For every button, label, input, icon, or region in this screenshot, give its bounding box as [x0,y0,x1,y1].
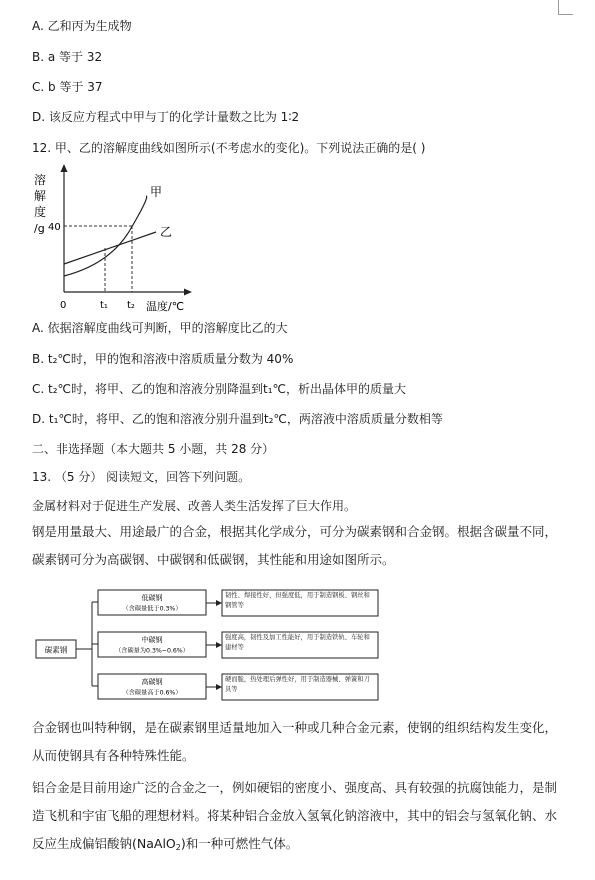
high-carbon-use-wrap [225,675,375,700]
q12-stem: 12. 甲、乙的溶解度曲线如图所示(不考虑水的变化)。下列说法正确的是( ) [32,141,426,155]
low-carbon-name: 低碳钢 [141,594,163,602]
label-yi: 乙 [160,225,173,239]
curve-yi [64,232,156,264]
q11-option-d: D. 该反应方程式中甲与丁的化学计量数之比为 1∶2 [32,110,300,124]
q11-option-c: C. b 等于 37 [32,80,103,94]
y-tick-40: 40 [48,222,61,233]
q13-stem: 13. （5 分） 阅读短文，回答下列问题。 [32,470,251,484]
section-heading: 二、非选择题（本大题共 5 小题，共 28 分） [32,442,275,456]
mid-carbon-use-wrap [225,633,375,658]
high-carbon-use: 硬而脆，热处理后弹性好，用于制造器械、弹簧和刀具等 [225,676,370,693]
mid-carbon-use: 强度高，韧性及加工性能好，用于制造铁轨、车轮和建材等 [225,634,370,651]
t2-label: t₂ [127,300,135,311]
page-corner-mark [558,0,573,15]
high-carbon-content: （含碳量高于0.6%） [122,689,182,697]
q13-paragraph-4-main: 铝合金是目前用途广泛的合金之一，例如硬铝的密度小、强度高、具有较强的抗腐蚀能力，是制造飞机和宇宙飞船的理想材料。将某种铝合金放入氢氧化钠溶液中，其中的铝会与氢氧化钠、水反应生成偏铝酸钠(NaAlO [32,780,558,851]
low-carbon-content: （含碳量低于0.3%） [122,605,182,613]
q12-option-d: D. t₁℃时，将甲、乙的饱和溶液分别升温到t₂℃，两溶液中溶质质量分数相等 [32,412,443,426]
q12-option-a: A. 依据溶解度曲线可判断，甲的溶解度比乙的大 [32,321,288,335]
low-carbon-use-wrap [225,591,375,616]
q11-option-b: B. a 等于 32 [32,50,103,64]
y-axis-arrow [61,164,68,172]
ylabel-char-4: /g [34,222,45,235]
ylabel-char-2: 解 [34,189,47,203]
arrow-2-head [216,642,222,648]
q12-option-b: B. t₂℃时，甲的饱和溶液中溶质质量分数为 40% [32,352,294,366]
arrow-1-head [216,600,222,606]
q11-option-a: A. 乙和丙为生成物 [32,19,132,33]
low-carbon-use: 韧性、焊接性好，但强度低，用于制造钢板、钢丝和钢管等 [225,592,370,609]
ylabel-char-3: 度 [34,205,47,219]
t1-label: t₁ [100,300,108,311]
origin-label: 0 [60,300,67,311]
label-jia: 甲 [150,185,163,199]
mid-carbon-name: 中碳钢 [141,636,163,644]
q12-option-c: C. t₂℃时，将甲、乙的饱和溶液分别降温到t₁℃，析出晶体甲的质量大 [32,382,406,396]
q13-paragraph-4 [32,774,567,862]
q13-paragraph-3: 合金钢也叫特种钢，是在碳素钢里适量地加入一种或几种合金元素，使钢的组织结构发生变化，从而使钢具有各种特殊性能。 [32,720,558,763]
ylabel-char-1: 溶 [34,173,47,187]
xlabel: 温度/℃ [146,300,185,313]
mid-carbon-content: （含碳量为0.3%~0.6%） [115,647,189,655]
carbon-steel-diagram [30,588,390,706]
solubility-graph [28,160,208,320]
high-carbon-name: 高碳钢 [141,678,163,686]
x-axis-arrow [184,289,192,296]
q13-paragraph-1: 金属材料对于促进生产发展、改善人类生活发挥了巨大作用。 [32,499,357,513]
naalo2-subscript: 2 [175,843,181,852]
q13-paragraph-2: 钢是用量最大、用途最广的合金，根据其化学成分，可分为碳素钢和合金钢。根据含碳量不同，碳素钢可分为高碳钢、中碳钢和低碳钢，其性能和用途如图所示。 [32,524,558,567]
arrow-3-head [216,684,222,690]
q13-paragraph-4-tail: )和一种可燃性气体。 [180,836,299,851]
root-label: 碳素钢 [44,645,68,655]
